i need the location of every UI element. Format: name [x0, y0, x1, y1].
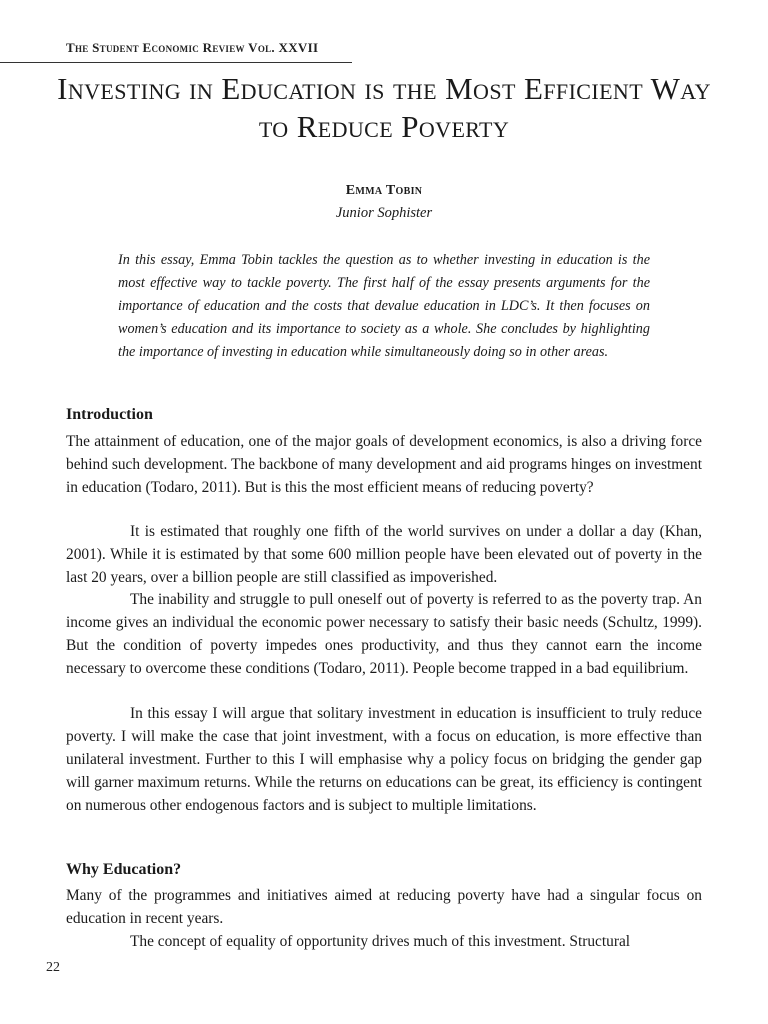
paragraph: In this essay I will argue that solitary investment in education is insufficient to truly reduce poverty. I will make the case that joint investment, with a focus on education, is more effective than unilateral investment. Further to this I will emphasise why a policy focus on bridging the gender gap will garner maximum returns. While the returns on educations can be great, its efficiency is contingent on numerous other endogenous factors and is subject to multiple limitations.	[66, 705, 702, 814]
page-number: 22	[46, 960, 60, 975]
author-affiliation: Junior Sophister	[335, 205, 433, 221]
section-heading-introduction: Introduction	[66, 406, 153, 423]
author-name: Emma Tobin	[345, 183, 423, 198]
paragraph: The attainment of education, one of the major goals of development economics, is also a driving force behind such development. The backbone of many development and aid programs hinges on investment in education (Todaro, 2011). But is this the most efficient means of reducing poverty?	[66, 433, 702, 496]
section-heading-why-education: Why Education?	[66, 861, 182, 878]
paragraph: The inability and struggle to pull oneself out of poverty is referred to as the poverty trap. An income gives an individual the economic power necessary to satisfy their basic needs (Schultz, 1999). But the condition of poverty impedes ones productivity, and thus they cannot earn the income necessary to overcome these conditions (Todaro, 2011). People become trapped in a bad equilibrium.	[66, 591, 702, 677]
abstract: In this essay, Emma Tobin tackles the question as to whether investing in education is the most effective way to tackle poverty. The first half of the essay presents arguments for the importance of education and the costs that devalue education in LDC’s. It then focuses on women’s education and its importance to society as a whole. She concludes by highlighting the importance of investing in education while simultaneously doing so in other areas.	[118, 252, 650, 360]
paragraph: It is estimated that roughly one fifth of the world survives on under a dollar a day (Khan, 2001). While it is estimated by that some 600 million people have been elevated out of poverty in the last 20 years, over a billion people are still classified as impoverished.	[66, 523, 702, 586]
paragraph: Many of the programmes and initiatives aimed at reducing poverty have had a singular focus on education in recent years.	[66, 887, 702, 927]
running-header: The Student Economic Review Vol. XXVII	[66, 40, 319, 55]
paragraph: The concept of equality of opportunity drives much of this investment. Structural	[130, 933, 631, 950]
article-title: Investing in Education is the Most Efficient Way to Reduce Poverty	[57, 71, 711, 144]
header-rule	[0, 62, 352, 63]
